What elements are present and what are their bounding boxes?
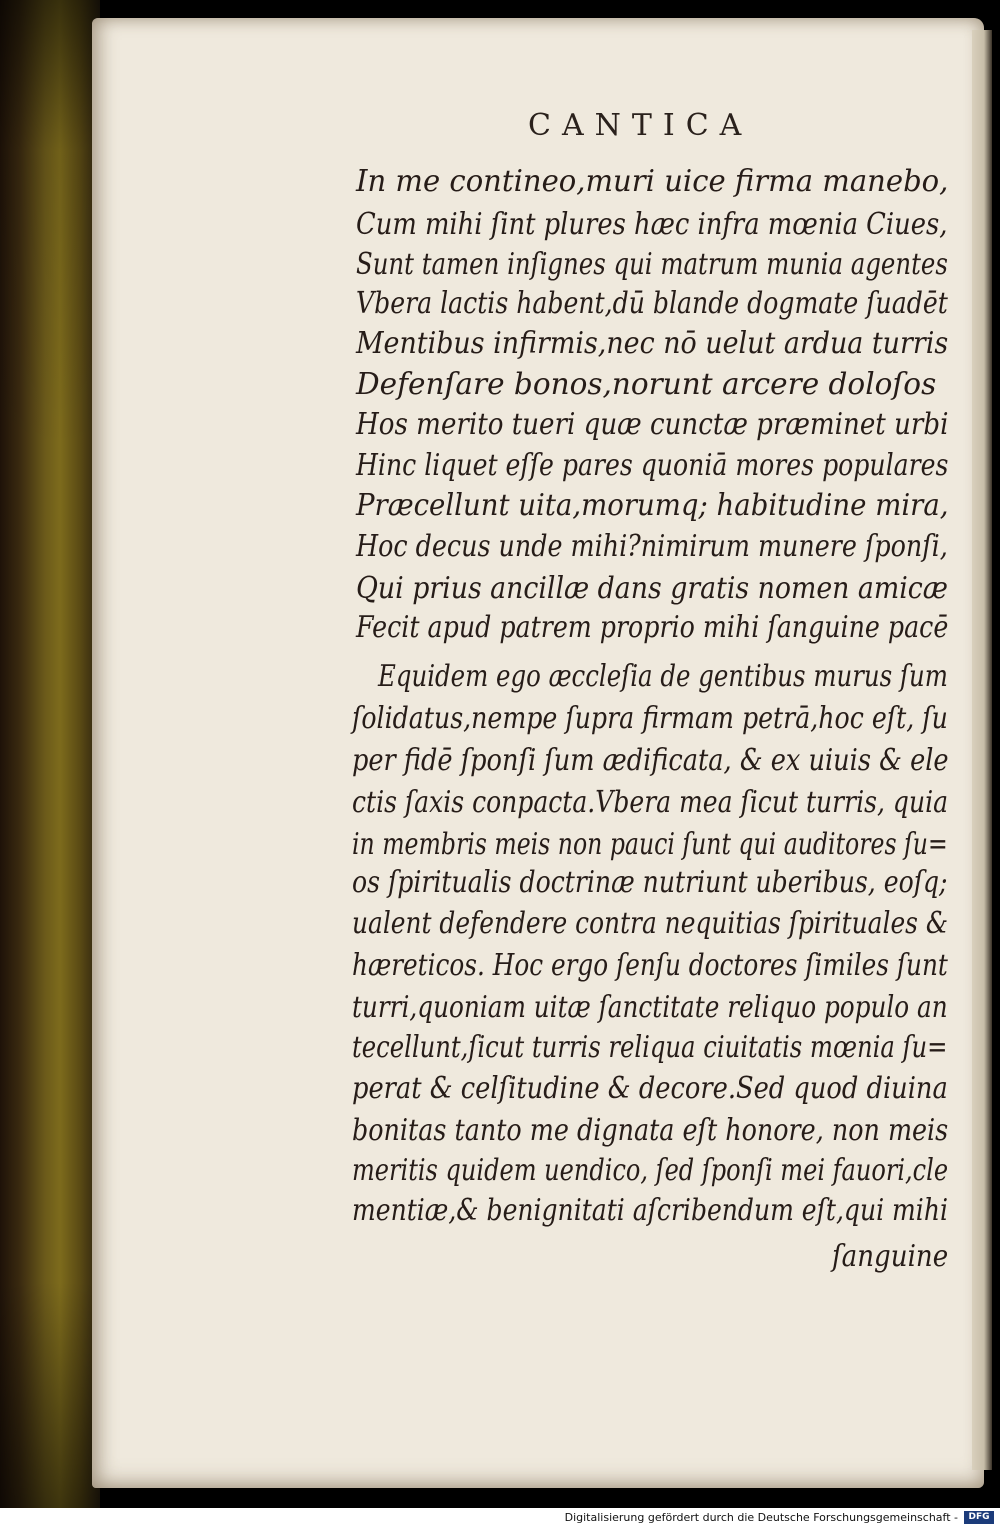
page-edge <box>972 30 992 1470</box>
verse-line: Qui prius ancillæ dans gratis nomen amicæ <box>356 571 948 605</box>
verse-line: Mentibus infirmis,nec nō uelut ardua turris <box>356 326 949 360</box>
verse-line: Vbera lactis habent,dū blande dogmate ſuadēt <box>356 286 948 320</box>
verse-line: Cum mihi ſint plures hæc infra mœnia Ciues, <box>356 207 948 241</box>
dfg-logo[interactable]: DFG <box>964 1511 994 1524</box>
prose-line: tecellunt,ſicut turris reliqua ciuitatis mœnia ſu= <box>352 1030 948 1064</box>
prose-line: mentiæ,& benignitati aſcribendum eſt,qui mihi <box>352 1193 948 1227</box>
prose-line: in membris meis non pauci ſunt qui auditores ſu= <box>352 827 948 861</box>
verse-line: Defenſare bonos,norunt arcere doloſos <box>356 367 937 401</box>
verse-line: Hinc liquet eſſe pares quoniā mores populares <box>356 448 949 482</box>
catchword: ſanguine <box>832 1239 949 1273</box>
prose-line: ctis ſaxis conpacta.Vbera mea ſicut turris, quia <box>352 785 949 819</box>
verse-line: Hos merito tueri quæ cunctæ præminet urbi <box>356 407 949 441</box>
running-head: CANTICA <box>528 108 753 143</box>
verse-line: Sunt tamen inſignes qui matrum munia agentes <box>356 247 948 281</box>
footer-bar <box>0 1508 1000 1528</box>
prose-line: ualent defendere contra nequitias ſpirituales & <box>352 906 948 940</box>
prose-line: os ſpiritualis doctrinæ nutriunt uberibus, eoſq; <box>352 865 948 899</box>
footer-credit: Digitalisierung gefördert durch die Deutsche Forschungsgemeinschaft - <box>564 1511 958 1524</box>
prose-line: hæreticos. Hoc ergo ſenſu doctores ſimiles ſunt <box>352 948 948 982</box>
verse-line: In me contineo,muri uice firma manebo, <box>356 164 949 198</box>
prose-line: turri,quoniam uitæ ſanctitate reliquo populo an <box>352 990 948 1024</box>
prose-line: bonitas tanto me dignata eſt honore, non meis <box>352 1113 949 1147</box>
prose-line: per fidē ſponſi ſum ædificata, & ex uiuis & ele <box>352 743 949 777</box>
verse-line: Fecit apud patrem proprio mihi ſanguine pacē <box>356 610 949 644</box>
prose-line: ſolidatus,nempe ſupra firmam petrā,hoc eſt, ſu <box>352 701 948 735</box>
book-binding-gutter <box>0 0 100 1508</box>
prose-line: meritis quidem uendico, ſed ſponſi mei fauori,cle <box>352 1153 949 1187</box>
verse-line: Præcellunt uita,morumq; habitudine mira, <box>356 488 949 522</box>
verse-line: Hoc decus unde mihi?nimirum munere ſponſi, <box>356 529 948 563</box>
prose-line: Equidem ego æccleſia de gentibus murus ſum <box>378 659 948 693</box>
prose-line: perat & celſitudine & decore.Sed quod diuina <box>352 1071 948 1105</box>
